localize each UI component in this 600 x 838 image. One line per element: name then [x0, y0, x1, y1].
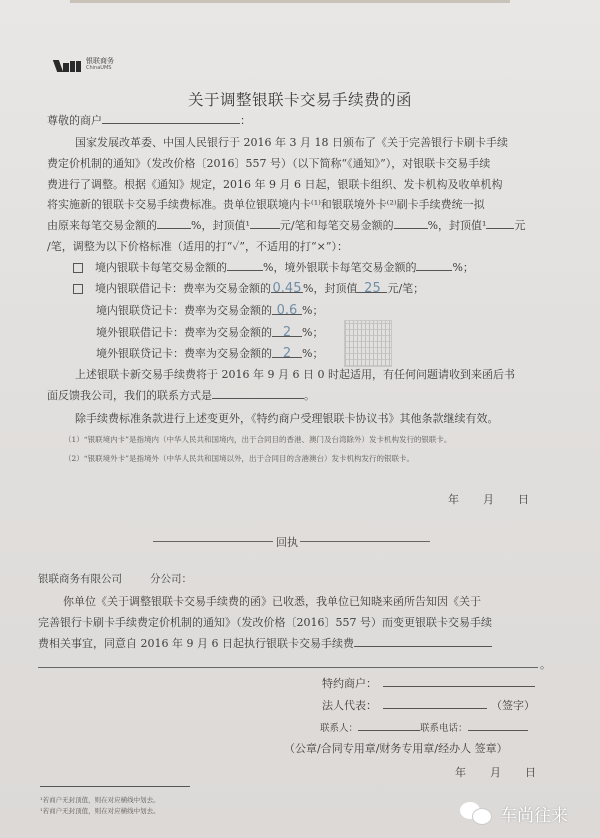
card-type: 境内银联借记卡：	[95, 282, 183, 295]
contact-row	[320, 719, 528, 734]
salutation	[47, 112, 251, 128]
text: %，	[263, 261, 285, 274]
old-cap2-blank[interactable]	[486, 217, 514, 229]
text: 封顶值	[324, 282, 358, 295]
agreed-fee-blank-2[interactable]	[38, 667, 538, 668]
document-title: 关于调整银联卡交易手续费的函	[187, 91, 412, 109]
rate-value[interactable]: 2	[272, 325, 302, 337]
rate-row-domestic-credit	[96, 302, 323, 318]
body-line-2: 费定价机制的通知》（发改价格〔2016〕557 号）（以下简称“《通知》”），对银联卡交易手续	[47, 157, 491, 170]
effective-line-2	[47, 387, 315, 403]
date-year: 年	[455, 766, 466, 779]
wechat-icon	[460, 800, 494, 826]
note-2: （2）“银联境外卡”是指境外（中华人民共和国境以外，出于合同目的含港澳台）发卡机构发行的银联卡。	[64, 454, 414, 463]
foreign-rate-blank[interactable]	[416, 259, 452, 271]
card-type: 境内银联贷记卡：	[96, 304, 184, 317]
text: 联系电话：	[420, 723, 468, 734]
rate-value[interactable]: 2	[272, 346, 302, 358]
old-cap-blank[interactable]	[250, 217, 280, 229]
old-rate2-blank[interactable]	[394, 217, 428, 229]
date-day: 日	[525, 766, 536, 779]
receipt-heading: 回执	[276, 536, 298, 549]
body-line-5	[47, 217, 525, 233]
receipt-recipient	[38, 571, 192, 586]
contact-info-blank[interactable]	[212, 387, 304, 399]
validity-clause: 除手续费标准条款进行上述变更外，《特约商户受理银联卡协议书》其他条款继续有效。	[75, 412, 499, 425]
text: 元/笔；	[387, 282, 425, 295]
cap-value[interactable]: 25	[357, 281, 387, 293]
text: 费相关事宜，同意自 2016 年 9 月 6 日起执行银联卡交易手续费	[38, 637, 354, 650]
rate-row-foreign-credit	[96, 345, 323, 361]
text: 费率为交易金额的	[183, 282, 271, 295]
text: %；	[302, 347, 324, 360]
text: 。	[304, 389, 315, 402]
chinaums-logo	[55, 58, 114, 72]
logo-mark-icon	[55, 58, 83, 72]
salutation-label: 尊敬的商户	[47, 114, 102, 127]
footnote-1: ¹若商户无封顶值，则在对应横线中划去。	[40, 796, 160, 804]
text: %，封顶值¹	[427, 219, 487, 232]
card-type: 境外银联借记卡：	[96, 326, 184, 339]
paper-edge	[70, 0, 510, 3]
divider-right	[300, 541, 430, 542]
contact-phone-blank[interactable]	[468, 719, 528, 731]
body-line-6: /笔，调整为以下价格标准（适用的打“✓”，不适用的打“×”）：	[47, 240, 349, 253]
effective-line-1: 上述银联卡新交易手续费将于 2016 年 9 月 6 日 0 时起适用，有任何问题请收到来函后书	[75, 368, 515, 381]
contact-person-blank[interactable]	[358, 719, 420, 731]
date-month: 月	[490, 766, 501, 779]
rate-value[interactable]: 0.6	[272, 303, 302, 315]
note-1: （1）“银联境内卡”是指境内（中华人民共和国境内，出于合同目的香港、澳门及台湾除外）发卡机构发行的银联卡。	[64, 435, 452, 444]
old-rate-blank[interactable]	[157, 217, 191, 229]
stamp-note: （公章/合同专用章/财务专用章/经办人 签章）	[284, 742, 508, 755]
rate-value[interactable]: 0.45	[272, 281, 302, 296]
receipt-line-3	[38, 635, 492, 651]
date-month: 月	[483, 493, 494, 506]
text: 面反馈我公司，我们的联系方式是	[47, 389, 212, 402]
legal-rep-row	[322, 697, 535, 713]
merchant-name-blank[interactable]	[102, 112, 240, 124]
text: 特约商户：	[322, 677, 377, 690]
logo-name-cn: 银联商务	[86, 57, 114, 65]
option-flat-checkbox[interactable]	[73, 263, 83, 273]
seal-stamp	[344, 320, 392, 367]
text: （签字）	[491, 699, 535, 712]
merchant-signature-row	[322, 675, 535, 691]
logo-name-en: ChinaUMS	[86, 65, 112, 71]
text: %；	[302, 304, 324, 317]
text: %；	[302, 326, 324, 339]
text: 境内银联卡每笔交易金额的	[95, 261, 227, 274]
option-flat-rate	[73, 259, 474, 275]
text: %，	[303, 282, 325, 295]
body-line-1: 国家发展改革委、中国人民银行于 2016 年 3 月 18 日颁布了《关于完善银行卡刷卡手续	[75, 136, 508, 149]
account-name: 车尚往来	[500, 805, 568, 826]
text: 元	[514, 219, 526, 232]
option-tiered-checkbox[interactable]	[73, 284, 83, 294]
rate-row-domestic-debit	[73, 280, 424, 296]
body-line-4: 将实施新的银联卡交易手续费标准。贵单位银联境内卡⁽¹⁾和银联境外卡⁽²⁾刷卡手续费统一拟	[47, 198, 485, 211]
divider-left	[153, 541, 273, 542]
text: 银联商务有限公司	[38, 573, 122, 585]
footnote-2: ¹若商户无封顶值，则在对应横线中划去。	[40, 807, 160, 815]
text: 。	[540, 658, 551, 671]
salutation-suffix: ：	[240, 114, 251, 127]
letter-date	[448, 491, 529, 507]
text: 费率为交易金额的	[184, 304, 272, 317]
text: %，封顶值¹	[191, 219, 250, 232]
body-line-3: 费进行了调整。根据《通知》规定，2016 年 9 月 6 日起，银联卡组织、发卡机构及收单机构	[47, 178, 503, 191]
text: 分公司：	[150, 573, 192, 585]
legal-rep-blank[interactable]	[383, 697, 487, 709]
text: 元/笔和每笔交易金额的	[279, 219, 394, 232]
date-year: 年	[448, 493, 459, 506]
text: 法人代表：	[322, 699, 377, 712]
text: %；	[452, 261, 474, 274]
receipt-line-2: 完善银行卡刷卡手续费定价机制的通知》（发改价格〔2016〕557 号）而变更银联卡交易手续	[38, 616, 492, 629]
text: 联系人：	[320, 723, 359, 734]
rate-row-foreign-debit	[96, 324, 323, 340]
date-day: 日	[518, 493, 529, 506]
text: 境外银联卡每笔交易金额的	[284, 261, 417, 274]
domestic-rate-blank[interactable]	[227, 259, 263, 271]
receipt-date	[455, 764, 536, 780]
merchant-blank[interactable]	[383, 675, 535, 687]
footnote-rule	[40, 786, 190, 787]
receipt-line-1: 你单位《关于调整银联卡交易手续费的函》已收悉，我单位已知晓来函所告知因《关于	[63, 595, 481, 608]
text: 费率为交易金额的	[184, 347, 272, 360]
text: 费率为交易金额的	[184, 326, 272, 339]
text: 由原来每笔交易金额的	[47, 219, 157, 232]
wechat-watermark	[460, 800, 568, 826]
agreed-fee-blank[interactable]	[354, 635, 492, 647]
card-type: 境外银联贷记卡：	[96, 347, 184, 360]
